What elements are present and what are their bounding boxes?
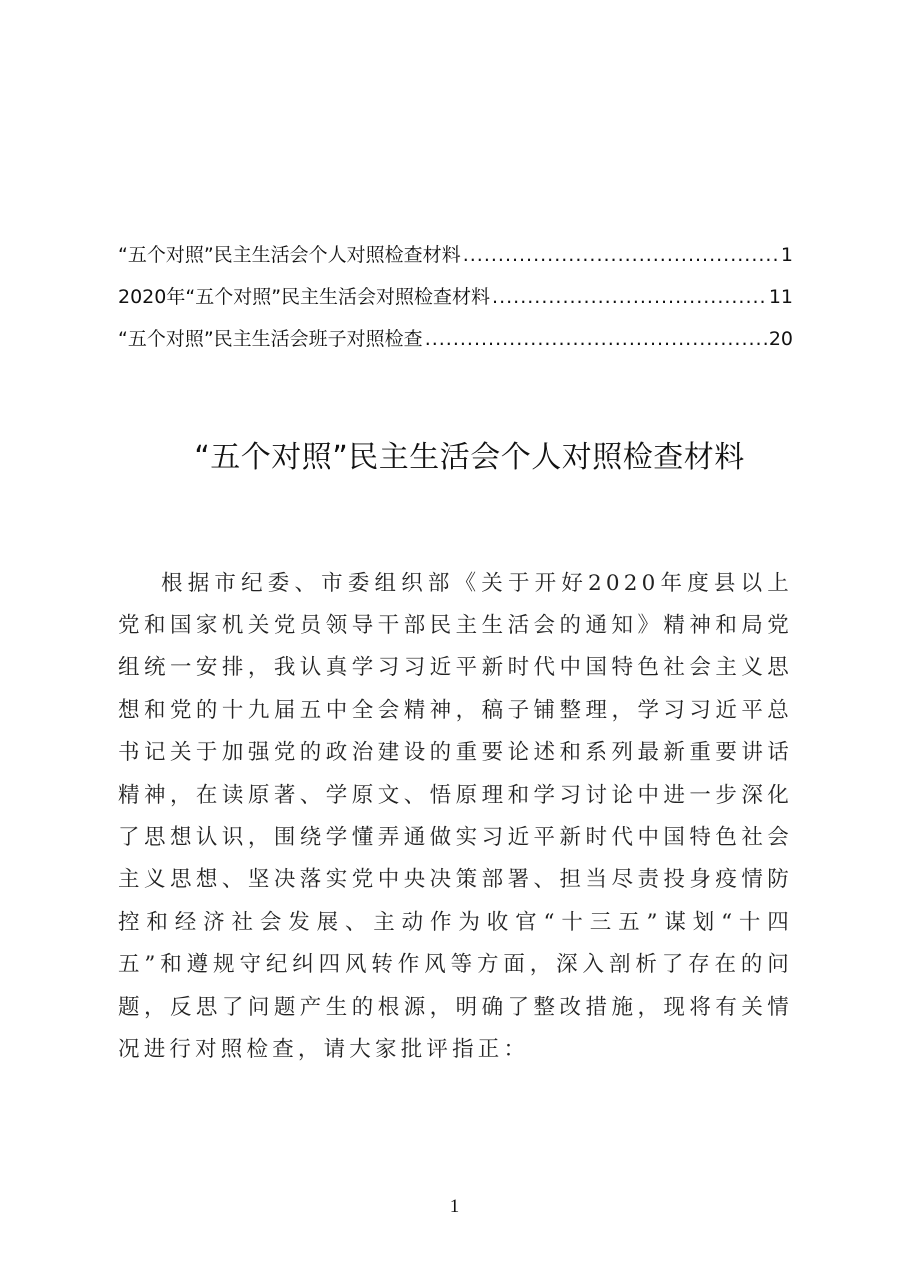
toc-dot-leader	[492, 276, 767, 318]
toc-entry-title: 2020年“五个对照”民主生活会对照检查材料	[118, 286, 491, 308]
toc-dot-leader	[425, 318, 767, 360]
toc-entry[interactable]	[118, 276, 793, 318]
toc-entry-page: 11	[768, 286, 793, 308]
toc-entry[interactable]	[118, 234, 793, 276]
toc-entry[interactable]	[118, 318, 793, 360]
document-title: “五个对照”民主生活会个人对照检查材料	[194, 440, 745, 475]
table-of-contents	[118, 234, 793, 360]
body-paragraph: 根据市纪委、市委组织部《关于开好2020年度县以上党和国家机关党员领导干部民主生活会的通知》精神和局党组统一安排，我认真学习习近平新时代中国特色社会主义思想和党的十九届五中全会精神，稿子铺整理，学习习近平总书记关于加强党的政治建设的重要论述和系列最新重要讲话精神，在读原著、学原文、悟原理和学习讨论中进一步深化了思想认识，围绕学懂弄通做实习近平新时代中国特色社会主义思想、坚决落实党中央决策部署、担当尽责投身疫情防控和经济社会发展、主动作为收官“十三五”谋划“十四五”和遵规守纪纠四风转作风等方面，深入剖析了存在的问题，反思了问题产生的根源，明确了整改措施，现将有关情况进行对照检查，请大家批评指正：	[118, 570, 793, 1062]
toc-dot-leader	[463, 234, 779, 276]
toc-entry-page: 1	[780, 244, 793, 266]
toc-entry-title: “五个对照”民主生活会班子对照检查	[118, 328, 423, 350]
page-number: 1	[449, 1196, 460, 1217]
toc-entry-page: 20	[768, 328, 793, 350]
toc-entry-title: “五个对照”民主生活会个人对照检查材料	[118, 244, 461, 266]
